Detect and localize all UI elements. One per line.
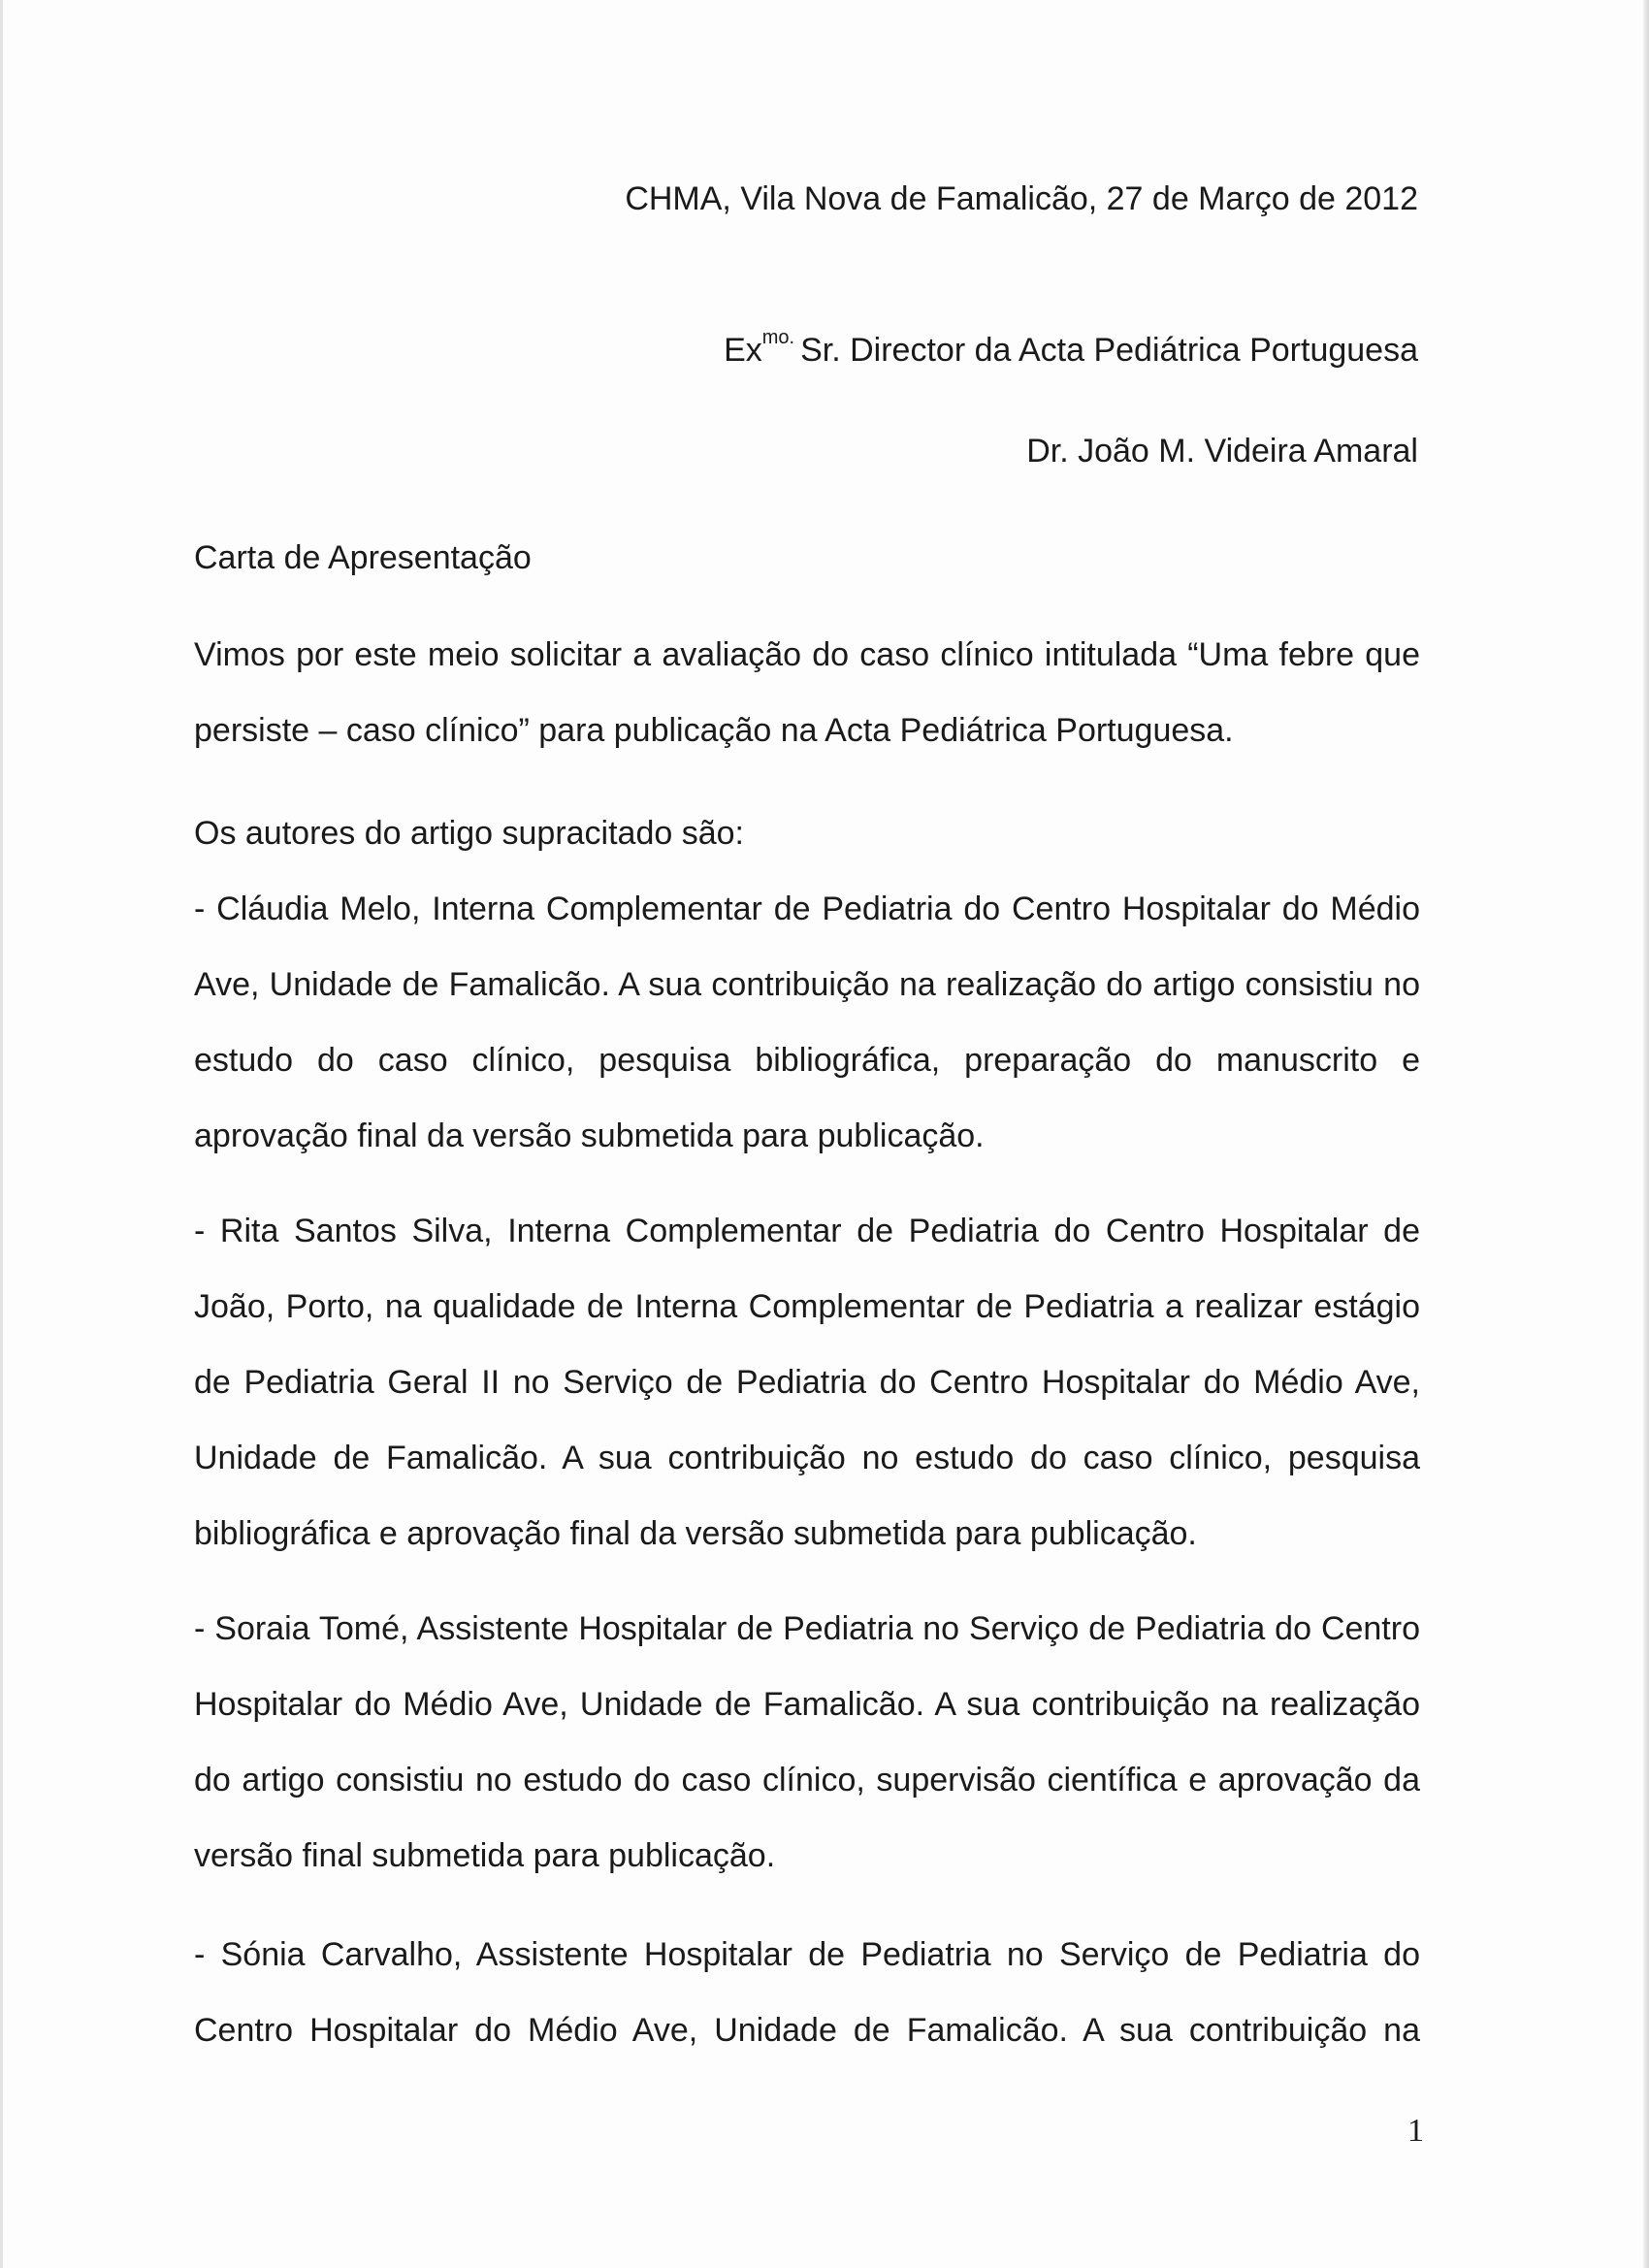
author-line: - Soraia Tomé, Assistente Hospitalar de Pediatria no Serviço de Pediatria do Centro	[194, 1610, 1420, 1647]
recipient-title	[724, 327, 1418, 370]
intro-line: persiste – caso clínico” para publicação na Acta Pediátrica Portuguesa.	[194, 712, 1234, 749]
intro-paragraph	[194, 617, 1420, 768]
author-paragraph-rita-santos-silva	[194, 1193, 1420, 1571]
author-line: bibliográfica e aprovação final da versão submetida para publicação.	[194, 1515, 1197, 1552]
author-line: estudo do caso clínico, pesquisa bibliográfica, preparação do manuscrito e	[194, 1042, 1420, 1079]
honorific-prefix: Ex	[724, 332, 762, 369]
authors-heading	[194, 795, 1420, 871]
author-line: de Pediatria Geral II no Serviço de Pediatria do Centro Hospitalar do Médio Ave,	[194, 1364, 1420, 1401]
scan-edge-left	[0, 0, 3, 2268]
scan-edge-right	[1643, 0, 1649, 2268]
author-line: Unidade de Famalicão. A sua contribuição no estudo do caso clínico, pesquisa	[194, 1440, 1420, 1476]
author-line: Centro Hospitalar do Médio Ave, Unidade de Famalicão. A sua contribuição na	[194, 2012, 1420, 2049]
recipient-title-text: Sr. Director da Acta Pediátrica Portuguesa	[800, 332, 1418, 369]
author-line: - Sónia Carvalho, Assistente Hospitalar de Pediatria no Serviço de Pediatria do	[194, 1936, 1420, 1973]
author-line: - Rita Santos Silva, Interna Complementar de Pediatria do Centro Hospitalar de	[194, 1213, 1420, 1249]
authors-heading-text: Os autores do artigo supracitado são:	[194, 815, 744, 852]
author-line: versão final submetida para publicação.	[194, 1837, 776, 1874]
date-line: CHMA, Vila Nova de Famalicão, 27 de Março de 2012	[625, 180, 1418, 217]
honorific-superscript: mo.	[761, 327, 795, 348]
author-paragraph-sonia-carvalho	[194, 1917, 1420, 2068]
page-number: 1	[1407, 2113, 1424, 2149]
author-paragraph-claudia-melo	[194, 871, 1420, 1174]
author-line: aprovação final da versão submetida para publicação.	[194, 1118, 985, 1154]
author-line: João, Porto, na qualidade de Interna Complementar de Pediatria a realizar estágio	[194, 1288, 1420, 1325]
author-line: Ave, Unidade de Famalicão. A sua contribuição na realização do artigo consistiu no	[194, 966, 1420, 1003]
letter-subject: Carta de Apresentação	[194, 539, 532, 576]
intro-line: Vimos por este meio solicitar a avaliação do caso clínico intitulada “Uma febre que	[194, 636, 1420, 673]
author-paragraph-soraia-tome	[194, 1591, 1420, 1894]
recipient-name: Dr. João M. Videira Amaral	[1026, 433, 1418, 470]
author-line: do artigo consistiu no estudo do caso clínico, supervisão científica e aprovação da	[194, 1762, 1420, 1798]
author-line: - Cláudia Melo, Interna Complementar de Pediatria do Centro Hospitalar do Médio	[194, 891, 1420, 927]
author-line: Hospitalar do Médio Ave, Unidade de Famalicão. A sua contribuição na realização	[194, 1686, 1420, 1723]
